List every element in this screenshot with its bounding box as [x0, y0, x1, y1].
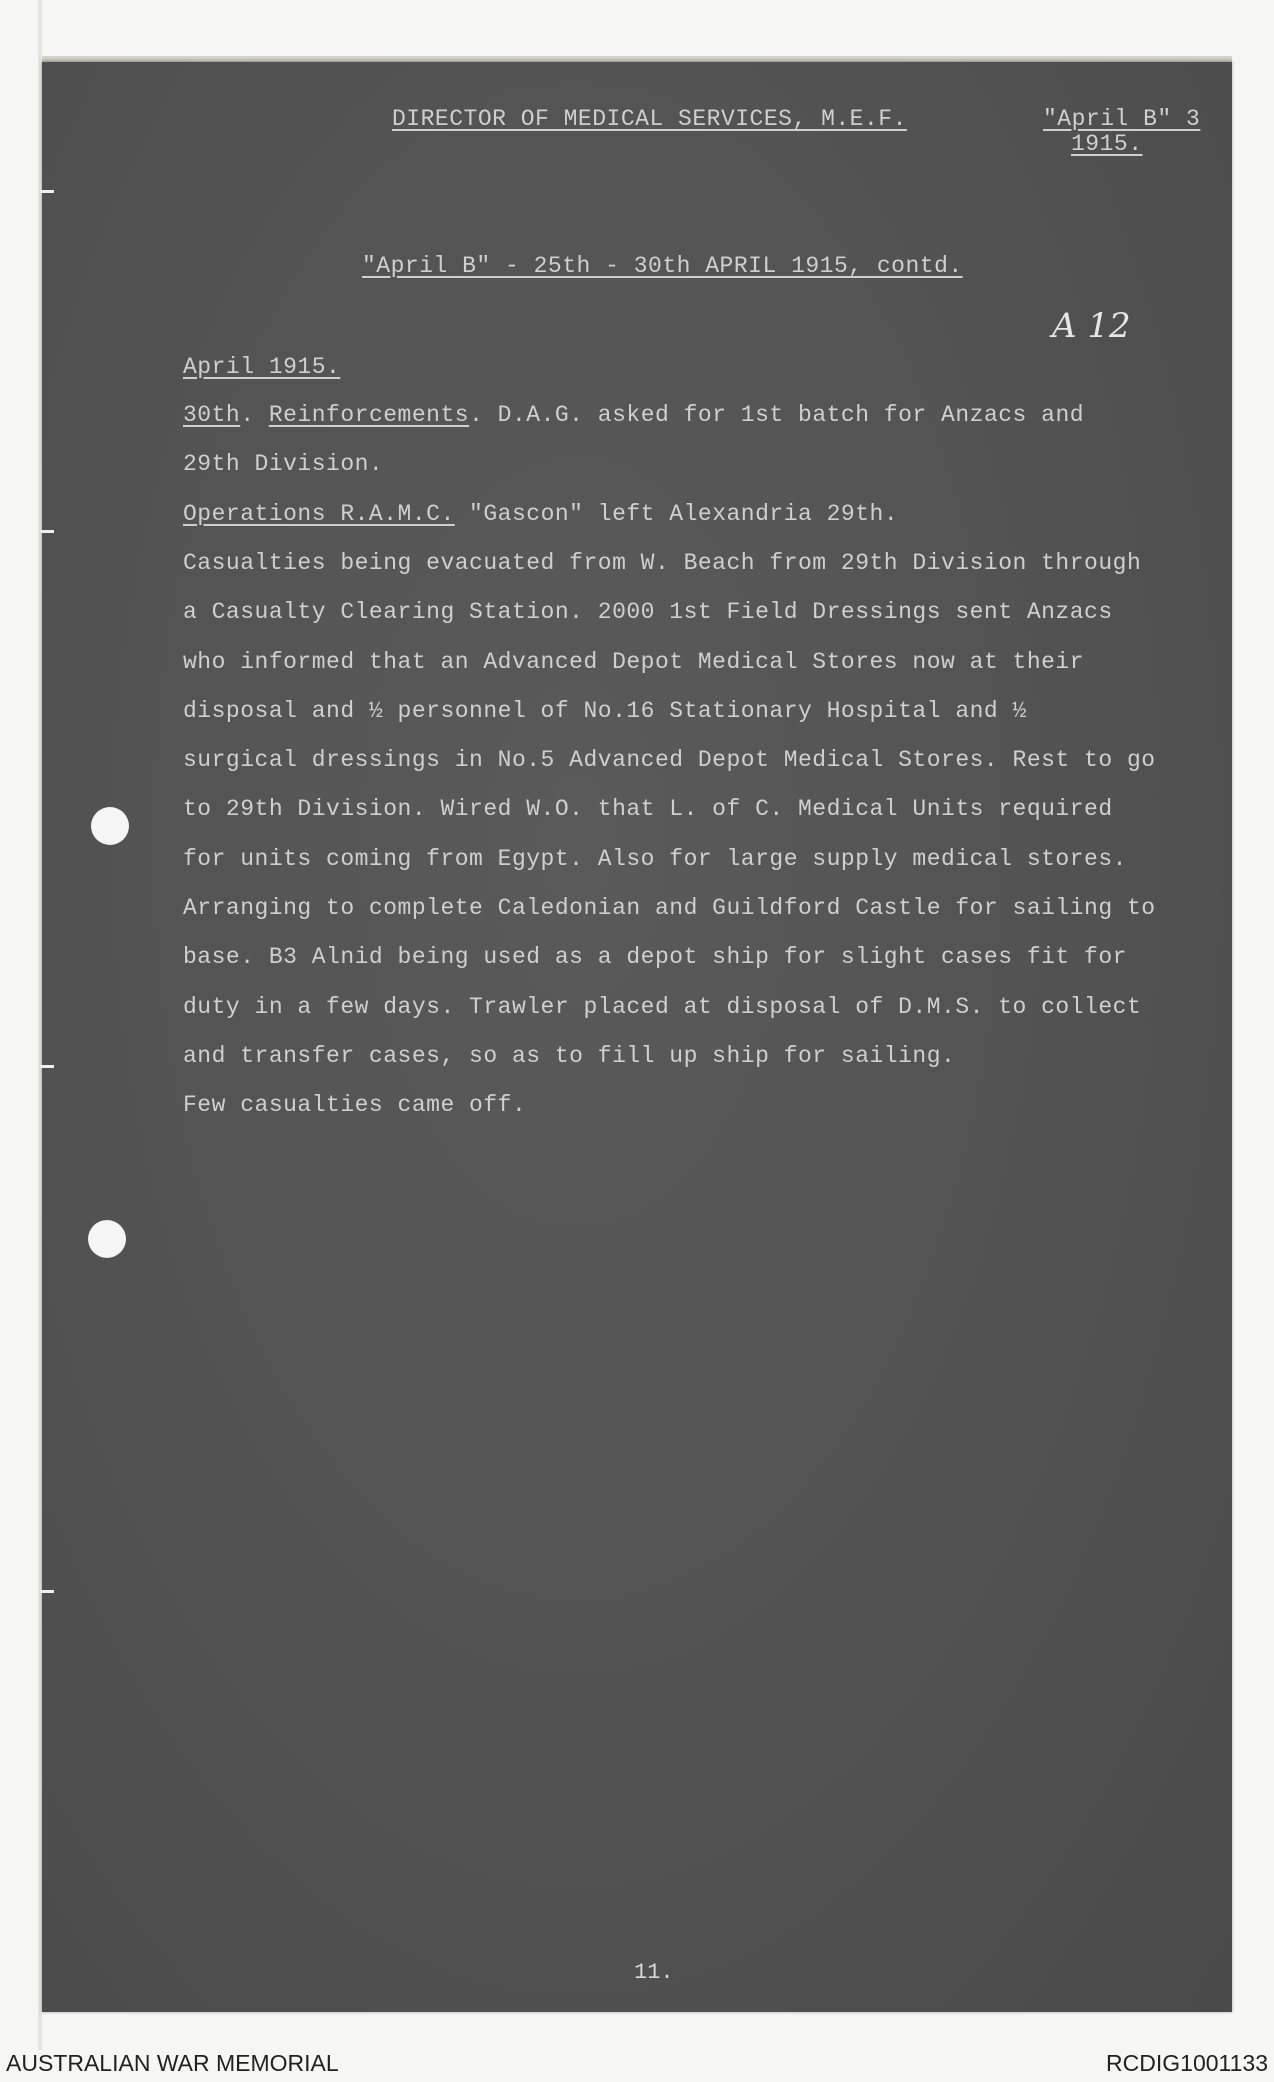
footer-institution: AUSTRALIAN WAR MEMORIAL — [6, 2050, 339, 2076]
text-phrase: a Casualty Clearing Station. 2000 1st Field Dressings sent Anzacs — [183, 599, 1113, 625]
underlined-phrase: Reinforcements — [268, 402, 470, 428]
text-line — [183, 451, 383, 477]
text-phrase: and transfer cases, so as to fill up ship for sailing. — [183, 1043, 956, 1069]
text-phrase: surgical dressings in No.5 Advanced Depot Medical Stores. Rest to go — [183, 747, 1156, 773]
text-line — [183, 895, 1156, 921]
punch-hole — [88, 1220, 126, 1258]
document-heading: "April B" - 25th - 30th APRIL 1915, contd. — [362, 253, 963, 279]
text-line — [183, 796, 1113, 822]
text-line — [183, 994, 1141, 1020]
text-phrase: who informed that an Advanced Depot Medical Stores now at their — [183, 649, 1085, 675]
document-header-title: DIRECTOR OF MEDICAL SERVICES, M.E.F. — [392, 106, 907, 132]
text-line — [183, 501, 898, 527]
page-number: 11. — [634, 1960, 674, 1985]
underlined-phrase: Operations R.A.M.C. — [183, 501, 455, 527]
text-line — [183, 747, 1156, 773]
edge-mark — [40, 190, 54, 193]
text-phrase: to 29th Division. Wired W.O. that L. of C. Medical Units required — [183, 796, 1113, 822]
text-phrase: . D.A.G. asked for 1st batch for Anzacs and — [469, 402, 1085, 428]
text-phrase: "Gascon" left Alexandria 29th. — [454, 501, 899, 527]
date-label: April 1915. — [183, 354, 341, 380]
text-line — [183, 698, 1027, 724]
text-phrase: disposal and ½ personnel of No.16 Stationary Hospital and ½ — [183, 698, 1027, 724]
text-phrase: Casualties being evacuated from W. Beach from 29th Division through — [183, 550, 1142, 576]
text-line — [183, 550, 1141, 576]
text-phrase: base. B3 Alnid being used as a depot ship for slight cases fit for — [183, 944, 1127, 970]
underlined-phrase: 30th — [183, 402, 241, 428]
text-line — [183, 599, 1113, 625]
handwritten-folio-number: A 12 — [1052, 306, 1131, 346]
text-phrase: Few casualties came off. — [183, 1092, 527, 1118]
punch-hole — [91, 807, 129, 845]
text-phrase: for units coming from Egypt. Also for large supply medical stores. — [183, 846, 1127, 872]
text-line — [183, 846, 1127, 872]
text-phrase: 29th Division. — [183, 451, 384, 477]
text-phrase: duty in a few days. Trawler placed at disposal of D.M.S. to collect — [183, 994, 1142, 1020]
edge-mark — [40, 530, 54, 533]
text-line — [183, 1092, 526, 1118]
footer-reference-id: RCDIG1001133 — [1106, 2050, 1268, 2076]
document-reference-line2: 1915. — [1071, 131, 1143, 157]
text-line — [183, 649, 1084, 675]
document-reference-line1: "April B" 3 — [1043, 106, 1201, 132]
text-line — [183, 944, 1127, 970]
edge-mark — [40, 1065, 54, 1068]
text-line — [183, 402, 1084, 428]
edge-mark — [40, 1590, 54, 1593]
text-phrase: Arranging to complete Caledonian and Guildford Castle for sailing to — [183, 895, 1156, 921]
text-line — [183, 1043, 955, 1069]
text-phrase: . — [240, 402, 269, 428]
